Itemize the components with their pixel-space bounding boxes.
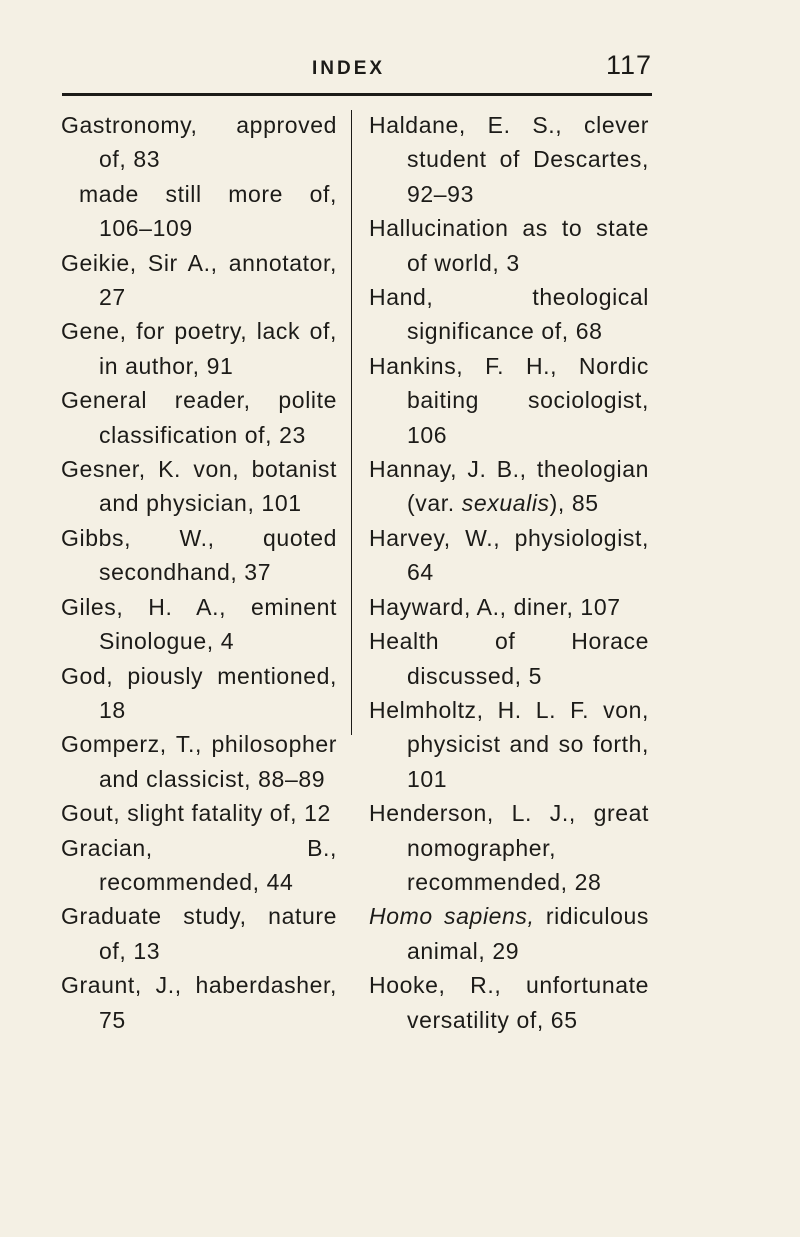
entry-text: ), 85: [549, 490, 599, 517]
entry-italic-text: sexualis: [461, 490, 550, 517]
index-entry: Haldane, E. S., clever student of Descartes, 92–93: [369, 112, 649, 207]
index-entry: Graduate study, nature of, 13: [61, 903, 337, 964]
index-entry: Henderson, L. J., great nomographer, recommended, 28: [369, 800, 649, 895]
index-entry: Hallucination as to state of world, 3: [369, 215, 649, 276]
index-entry: [369, 452, 649, 521]
index-entry: Gastronomy, approved of, 83: [61, 112, 337, 173]
index-subentry: made still more of, 106–109: [79, 180, 337, 242]
index-entry: Gout, slight fatality of, 12: [61, 800, 331, 827]
index-entry: Gesner, K. von, botanist and physician, 101: [61, 456, 337, 517]
index-entry: General reader, polite classification of, 23: [61, 387, 337, 448]
running-head: [62, 50, 652, 90]
index-entry: Hayward, A., diner, 107: [369, 593, 621, 620]
index-column-right: [369, 108, 649, 1037]
index-entry: Geikie, Sir A., annotator, 27: [61, 249, 337, 311]
index-entry: Helmholtz, H. L. F. von, physicist and so forth, 101: [369, 696, 649, 792]
index-entry: Gibbs, W., quoted secondhand, 37: [61, 524, 337, 586]
index-entry: Health of Horace discussed, 5: [369, 628, 649, 689]
entry-text: ridiculous animal, 29: [407, 903, 649, 964]
index-entry: Harvey, W., physiologist, 64: [369, 524, 649, 586]
running-title: INDEX: [312, 58, 386, 79]
index-entry: God, piously mentioned, 18: [61, 662, 337, 723]
index-entry: Hand, theological significance of, 68: [369, 284, 649, 345]
index-entry: Hankins, F. H., Nordic baiting sociologist, 106: [369, 352, 649, 448]
column-divider: [351, 110, 352, 735]
entry-italic-text: Homo sapiens,: [369, 903, 535, 930]
index-column-left: [61, 108, 337, 1037]
index-entry: Gomperz, T., philosopher and classicist, 88–89: [61, 731, 337, 792]
index-entry: Gene, for poetry, lack of, in author, 91: [61, 318, 337, 379]
page-number: 117: [605, 50, 652, 80]
index-entry: Gracian, B., recommended, 44: [61, 834, 337, 895]
entry-text: Hannay, J. B., theologian (var.: [369, 456, 649, 517]
index-entry: Hooke, R., unfortunate versatility of, 65: [369, 972, 649, 1033]
index-entry: [369, 899, 649, 968]
header-rule: [62, 93, 652, 96]
index-entry: Giles, H. A., eminent Sinologue, 4: [61, 593, 337, 655]
index-entry: Graunt, J., haberdasher, 75: [61, 972, 337, 1033]
